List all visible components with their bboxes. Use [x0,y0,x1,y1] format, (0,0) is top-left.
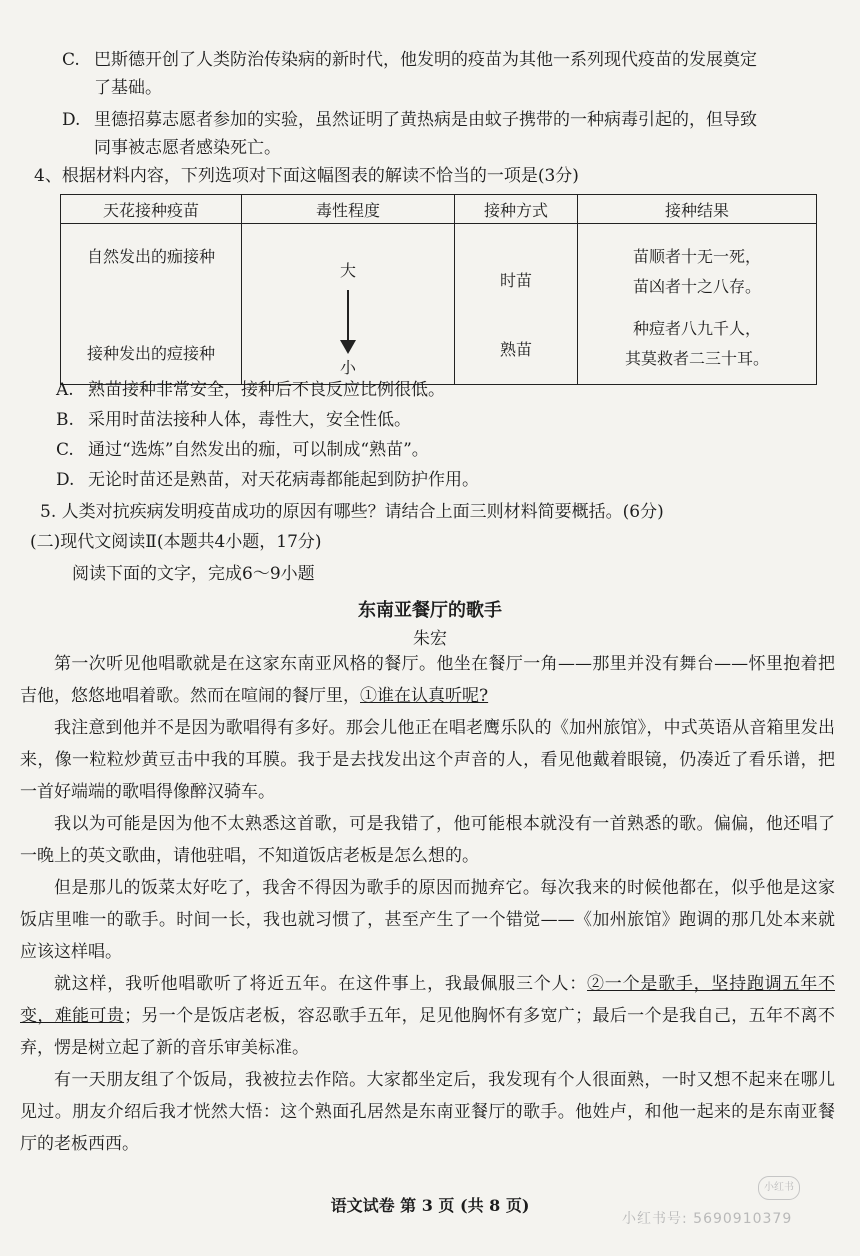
option-c-q3-cont: 了基础。 [94,78,162,98]
question-5: 5. 人类对抗疾病发明疫苗成功的原因有哪些？请结合上面三则材料简要概括。(6分) [40,502,664,522]
method-cell [455,224,578,385]
paragraph-text: 第一次听见他唱歌就是在这家东南亚风格的餐厅。他坐在餐厅一角——那里并没有舞台——怀里抱着把吉他，悠悠地唱着歌。然而在喧闹的餐厅里， [20,654,835,706]
option-a-q4 [56,378,445,402]
option-text: 巴斯德开创了人类防治传染病的新时代，他发明的疫苗为其他一系列现代疫苗的发展奠定 [94,50,757,70]
method-top: 时苗 [499,271,532,290]
table-body-row [61,224,817,385]
result-bottom-line2: 其莫救者二三十耳。 [624,349,769,368]
option-d-q3-cont: 同事被志愿者感染死亡。 [94,138,281,158]
toxicity-cell [242,224,455,385]
result-top-line1: 苗顺者十无一死， [632,247,761,266]
header-method: 接种方式 [455,195,578,224]
underlined-sentence-2: ②一个是歌手，坚持跑调五年不变，难能可贵 [20,974,836,1026]
option-b-q4 [56,408,411,432]
option-c-q4 [56,438,429,462]
option-letter: C. [56,440,74,460]
result-bottom-line1: 种痘者八九千人， [632,319,761,338]
table-header-row [61,195,817,224]
paragraph-2: 我注意到他并不是因为歌唱得有多好。那会儿他正在唱老鹰乐队的《加州旅馆》，中式英语从音箱里发出来，像一粒粒炒黄豆击中我的耳膜。我于是去找发出这个声音的人，看见他戴着眼镜，仍凑近了看乐谱，把一首好端端的歌唱得像醉汉骑车。 [20,718,835,802]
paragraph-3: 我以为可能是因为他不太熟悉这首歌，可是我错了，他可能根本就没有一首熟悉的歌。偏偏，他还唱了一晚上的英文歌曲，请他驻唱，不知道饭店老板是怎么想的。 [20,814,835,866]
paragraph-1 [20,648,835,712]
toxicity-high: 大 [339,261,356,280]
option-text: 采用时苗法接种人体，毒性大，安全性低。 [88,410,411,430]
result-top-line2: 苗凶者十之八存。 [632,277,761,296]
vaccine-top: 自然发出的痂接种 [86,247,215,266]
option-text: 无论时苗还是熟苗，对天花病毒都能起到防护作用。 [88,470,479,490]
paragraph-4: 但是那儿的饭菜太好吃了，我舍不得因为歌手的原因而抛弃它。每次我来的时候他都在，似乎他是这家饭店里唯一的歌手。时间一长，我也就习惯了，甚至产生了一个错觉——《加州旅馆》跑调的那几处本来就应该这样唱。 [20,878,835,962]
method-bottom: 熟苗 [499,340,532,359]
watermark-logo: 小红书 [758,1176,800,1200]
option-c-q3 [62,48,757,72]
underlined-sentence-1: ①谁在认真听呢? [360,686,489,706]
page-footer: 语文试卷 第 3 页 (共 8 页) [330,1196,530,1215]
header-toxicity: 毒性程度 [242,195,455,224]
watermark-text: 小红书号: 5690910379 [622,1211,793,1227]
option-text: 通过“选炼”自然发出的痂，可以制成“熟苗”。 [88,440,429,460]
option-text: 里德招募志愿者参加的实验，虽然证明了黄热病是由蚊子携带的一种病毒引起的，但导致 [94,110,757,130]
vaccine-cell [61,224,242,385]
option-letter: D. [62,110,81,130]
option-d-q4 [56,468,479,492]
result-cell [578,224,817,385]
paragraph-text: ；另一个是饭店老板，容忍歌手五年，足见他胸怀有多宽广；最后一个是我自己，五年不离不弃，愣是树立起了新的音乐审美标准。 [20,1006,836,1058]
paragraph-6: 有一天朋友组了个饭局，我被拉去作陪。大家都坐定后，我发现有个人很面熟，一时又想不起来在哪儿见过。朋友介绍后我才恍然大悟：这个熟面孔居然是东南亚餐厅的歌手。他姓卢，和他一起来的是东南亚餐厅的老板西西。 [20,1070,835,1154]
paragraph-5 [20,968,835,1064]
passage-title: 东南亚餐厅的歌手 [358,600,502,621]
vaccine-bottom: 接种发出的痘接种 [86,344,215,363]
question-4-stem: 4、根据材料内容，下列选项对下面这幅图表的解读不恰当的一项是(3分) [34,166,579,186]
paragraph-text: 就这样，我听他唱歌听了将近五年。在这件事上，我最佩服三个人： [54,974,588,994]
option-letter: C. [62,50,80,70]
option-letter: B. [56,410,74,430]
arrow-head-icon [340,340,356,354]
vaccine-table [60,194,817,385]
option-letter: A. [56,380,74,400]
header-result: 接种结果 [578,195,817,224]
option-d-q3 [62,108,757,132]
header-vaccine: 天花接种疫苗 [61,195,242,224]
section-header: (二)现代文阅读Ⅱ(本题共4小题，17分) [30,532,322,552]
option-text: 熟苗接种非常安全，接种后不良反应比例很低。 [88,380,445,400]
passage-author: 朱宏 [413,629,447,649]
section-instruction: 阅读下面的文字，完成6～9小题 [72,564,315,584]
option-letter: D. [56,470,75,490]
down-arrow-icon [347,290,349,346]
toxicity-low: 小 [339,358,356,377]
